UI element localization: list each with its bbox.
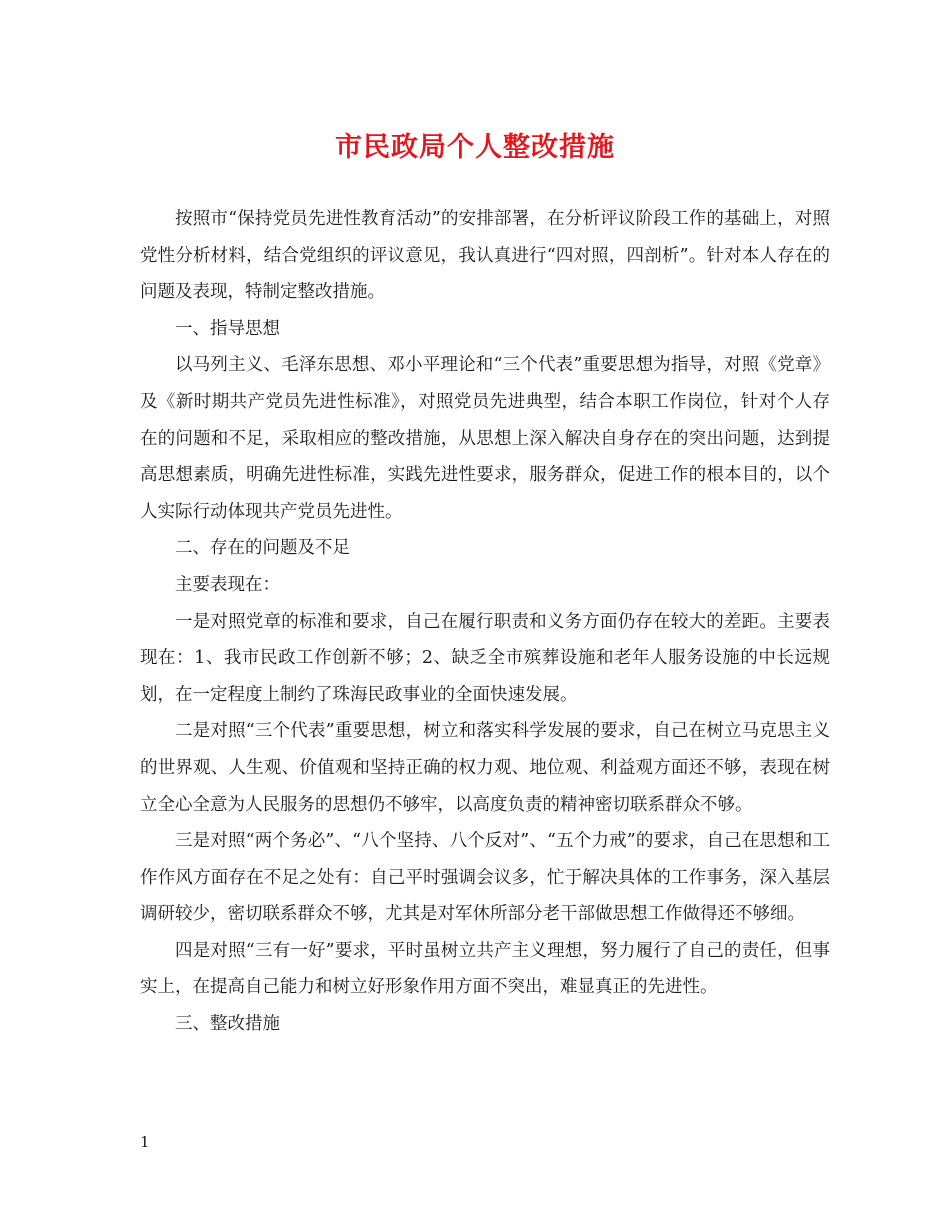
paragraph-problem-two: 二是对照“三个代表”重要思想，树立和落实科学发展的要求，自己在树立马克思主义的世界观、人生观、价值观和坚持正确的权力观、地位观、利益观方面还不够，表现在树立全心全意为人民服务的思想仍不够牢，以高度负责的精神密切联系群众不够。 [140,721,830,815]
document-body [140,201,830,1043]
paragraph-main-manifestations: 主要表现在： [175,574,280,595]
paragraph-problem-four: 四是对照“三有一好”要求，平时虽树立共产主义理想，努力履行了自己的责任，但事实上，在提高自己能力和树立好形象作用方面不突出，难显真正的先进性。 [140,940,830,998]
paragraph-guiding-ideology: 以马列主义、毛泽东思想、邓小平理论和“三个代表”重要思想为指导，对照《党章》及《新时期共产党员先进性标准》，对照党员先进典型，结合本职工作岗位，针对个人存在的问题和不足，采取相应的整改措施，从思想上深入解决自身存在的突出问题，达到提高思想素质，明确先进性标准，实践先进性要求，服务群众，促进工作的根本目的，以个人实际行动体现共产党员先进性。 [140,355,830,522]
paragraph-intro: 按照市“保持党员先进性教育活动”的安排部署，在分析评议阶段工作的基础上，对照党性分析材料，结合党组织的评议意见，我认真进行“四对照，四剖析”。针对本人存在的问题及表现，特制定整改措施。 [140,209,830,303]
paragraph-problem-three: 三是对照“两个务必”、“八个坚持、八个反对”、“五个力戒”的要求，自己在思想和工作作风方面存在不足之处有：自己平时强调会议多，忙于解决具体的工作事务，深入基层调研较少，密切联系群众不够，尤其是对军休所部分老干部做思想工作做得还不够细。 [140,831,830,925]
paragraph-problem-one: 一是对照党章的标准和要求，自己在履行职责和义务方面仍存在较大的差距。主要表现在：1、我市民政工作创新不够；2、缺乏全市殡葬设施和老年人服务设施的中长远规划，在一定程度上制约了珠海民政事业的全面快速发展。 [140,611,830,705]
section-heading-guiding-ideology: 一、指导思想 [175,318,280,339]
page-number: 1 [140,1133,150,1151]
section-heading-measures: 三、整改措施 [175,1014,280,1035]
document-title: 市民政局个人整改措施 [335,132,615,163]
section-heading-problems: 二、存在的问题及不足 [175,538,350,559]
